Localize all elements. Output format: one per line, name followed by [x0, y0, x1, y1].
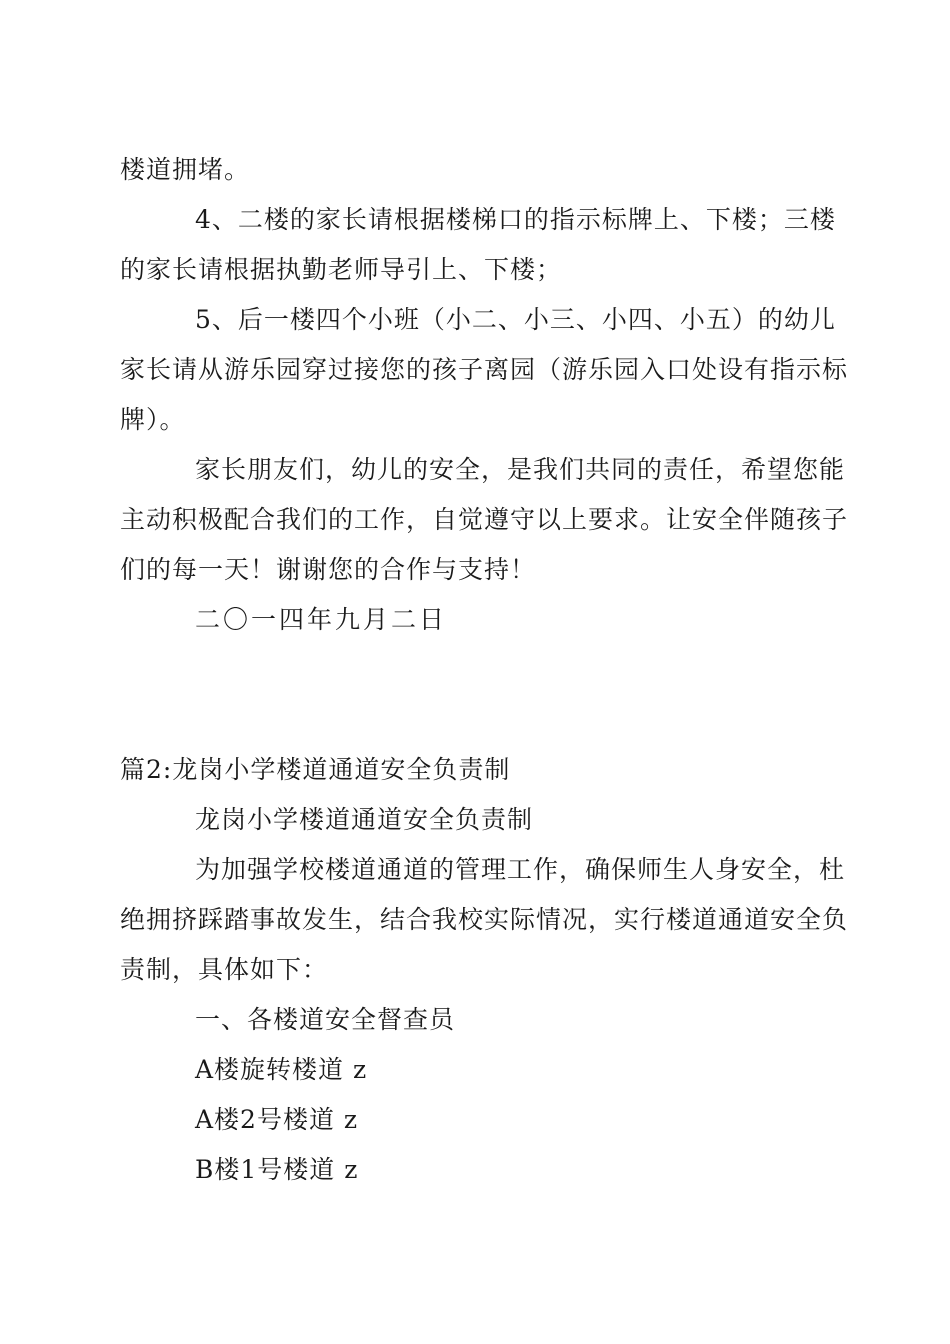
paragraph-line: 绝拥挤踩踏事故发生，结合我校实际情况，实行楼道通道安全负: [120, 905, 849, 934]
list-item: B楼1号楼道 z: [195, 1155, 359, 1184]
paragraph-line: 家长朋友们，幼儿的安全，是我们共同的责任，希望您能: [195, 455, 846, 484]
document-title: 龙岗小学楼道通道安全负责制: [195, 805, 534, 834]
list-item: A楼旋转楼道 z: [195, 1055, 368, 1084]
paragraph-line: 5、后一楼四个小班（小二、小三、小四、小五）的幼儿: [195, 305, 836, 334]
paragraph-line: 主动积极配合我们的工作，自觉遵守以上要求。让安全伴随孩子: [120, 505, 849, 534]
paragraph-line: 4、二楼的家长请根据楼梯口的指示标牌上、下楼；三楼: [195, 205, 836, 234]
paragraph-line: 为加强学校楼道通道的管理工作，确保师生人身安全，杜: [195, 855, 846, 884]
paragraph-line: 家长请从游乐园穿过接您的孩子离园（游乐园入口处设有指示标: [120, 355, 849, 384]
paragraph-line: 们的每一天！谢谢您的合作与支持！: [120, 555, 537, 584]
paragraph-line: 责制，具体如下：: [120, 955, 329, 984]
section-heading: 篇2:龙岗小学楼道通道安全负责制: [120, 755, 511, 784]
list-item: A楼2号楼道 z: [195, 1105, 359, 1134]
paragraph-line: 的家长请根据执勤老师导引上、下楼；: [120, 255, 563, 284]
paragraph-line: 楼道拥堵。: [120, 155, 251, 184]
list-heading: 一、各楼道安全督查员: [195, 1005, 456, 1034]
date-line: 二〇一四年九月二日: [195, 605, 448, 634]
paragraph-line: 牌）。: [120, 405, 186, 434]
